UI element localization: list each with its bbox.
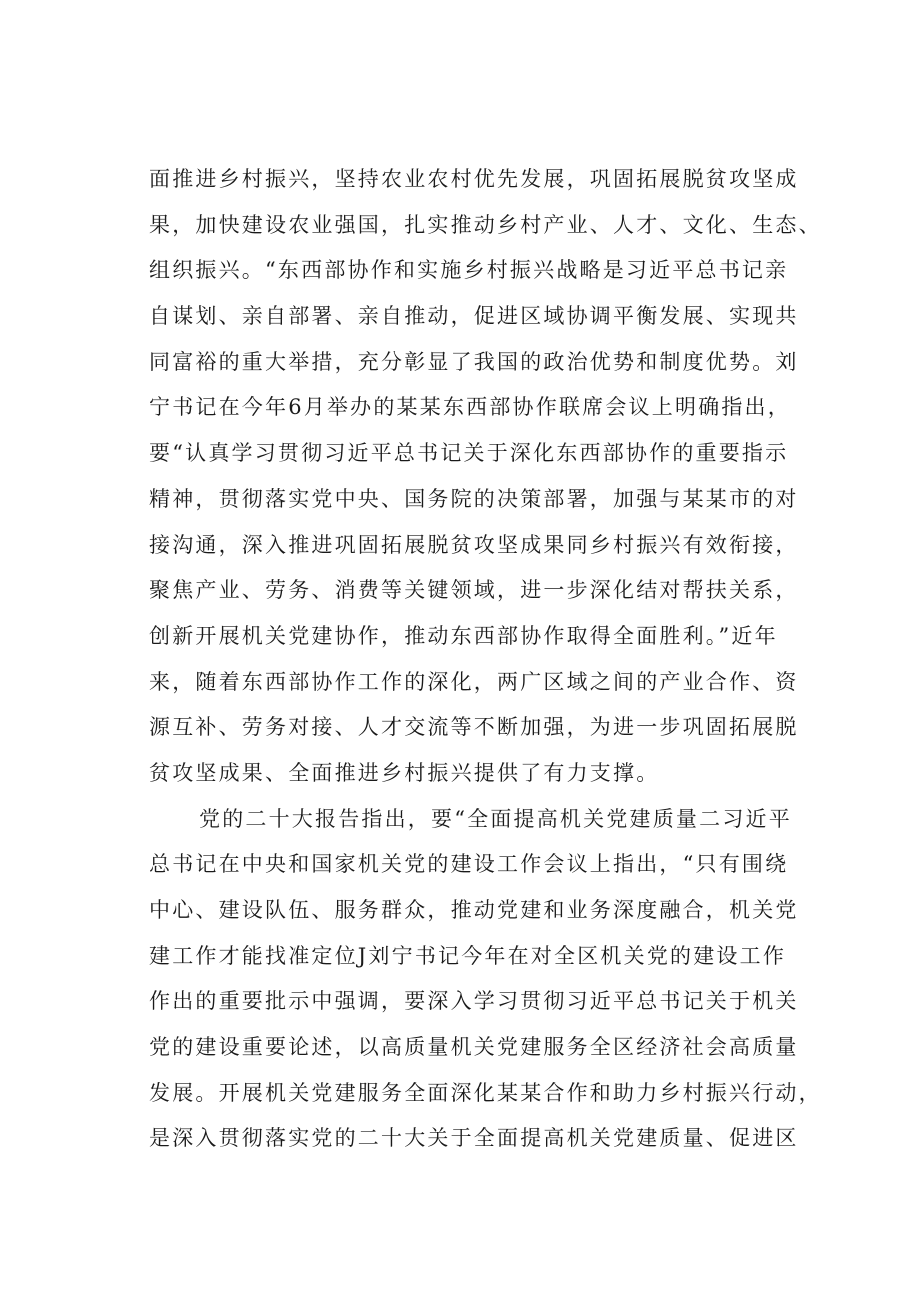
text-line: 中心、建设队伍、服务群众，推动党建和业务深度融合，机关党: [149, 898, 799, 922]
text-line: 聚焦产业、劳务、消费等关键领域，进一步深化结对帮扶关系，: [149, 578, 799, 603]
text-line: 宁书记在今年6月举办的某某东西部协作联席会议上明确指出，: [149, 395, 791, 420]
text-line: 接沟通，深入推进巩固拓展脱贫攻坚成果同乡村振兴有效衔接，: [149, 532, 799, 557]
document-body: [149, 157, 829, 1162]
text-line: 要“认真学习贯彻习近平总书记关于深化东西部协作的重要指示: [149, 441, 789, 466]
text-line: 来，随着东西部协作工作的深化，两广区域之间的产业合作、资: [149, 669, 799, 694]
text-line: 源互补、劳务对接、人才交流等不断加强，为进一步巩固拓展脱: [149, 715, 799, 740]
text-line: 党的建设重要论述，以高质量机关党建服务全区经济社会高质量: [149, 1035, 799, 1060]
paragraph-2: [149, 797, 829, 1163]
text-line: 贫攻坚成果、全面推进乡村振兴提供了有力支撑。: [149, 760, 660, 785]
text-line: 自谋划、亲自部署、亲自推动，促进区域协调平衡发展、实现共: [149, 304, 799, 329]
paragraph-1: [149, 157, 829, 797]
text-line: 总书记在中央和国家机关党的建设工作会议上指出，“只有围绕: [149, 852, 789, 877]
text-line: 党的二十大报告指出，要“全面提高机关党建质量二习近平: [199, 806, 792, 831]
text-line: 创新开展机关党建协作，推动东西部协作取得全面胜利。”近年: [149, 623, 778, 648]
text-line: 建工作才能找准定位J刘宁书记今年在对全区机关党的建设工作: [149, 943, 787, 968]
text-line: 果，加快建设农业强国，扎实推动乡村产业、人才、文化、生态、: [149, 212, 822, 237]
text-line: 作出的重要批示中强调，要深入学习贯彻习近平总书记关于机关: [149, 989, 799, 1014]
text-line: 是深入贯彻落实党的二十大关于全面提高机关党建质量、促进区: [149, 1126, 799, 1151]
text-line: 同富裕的重大举措，充分彰显了我国的政治优势和制度优势。刘: [149, 349, 799, 374]
text-line: 发展。开展机关党建服务全面深化某某合作和助力乡村振兴行动，: [149, 1080, 822, 1105]
text-line: 精神，贯彻落实党中央、国务院的决策部署，加强与某某市的对: [149, 486, 799, 511]
text-line: 面推进乡村振兴，坚持农业农村优先发展，巩固拓展脱贫攻坚成: [149, 167, 799, 191]
text-line: 组织振兴。“东西部协作和实施乡村振兴战略是习近平总书记亲: [149, 258, 789, 283]
